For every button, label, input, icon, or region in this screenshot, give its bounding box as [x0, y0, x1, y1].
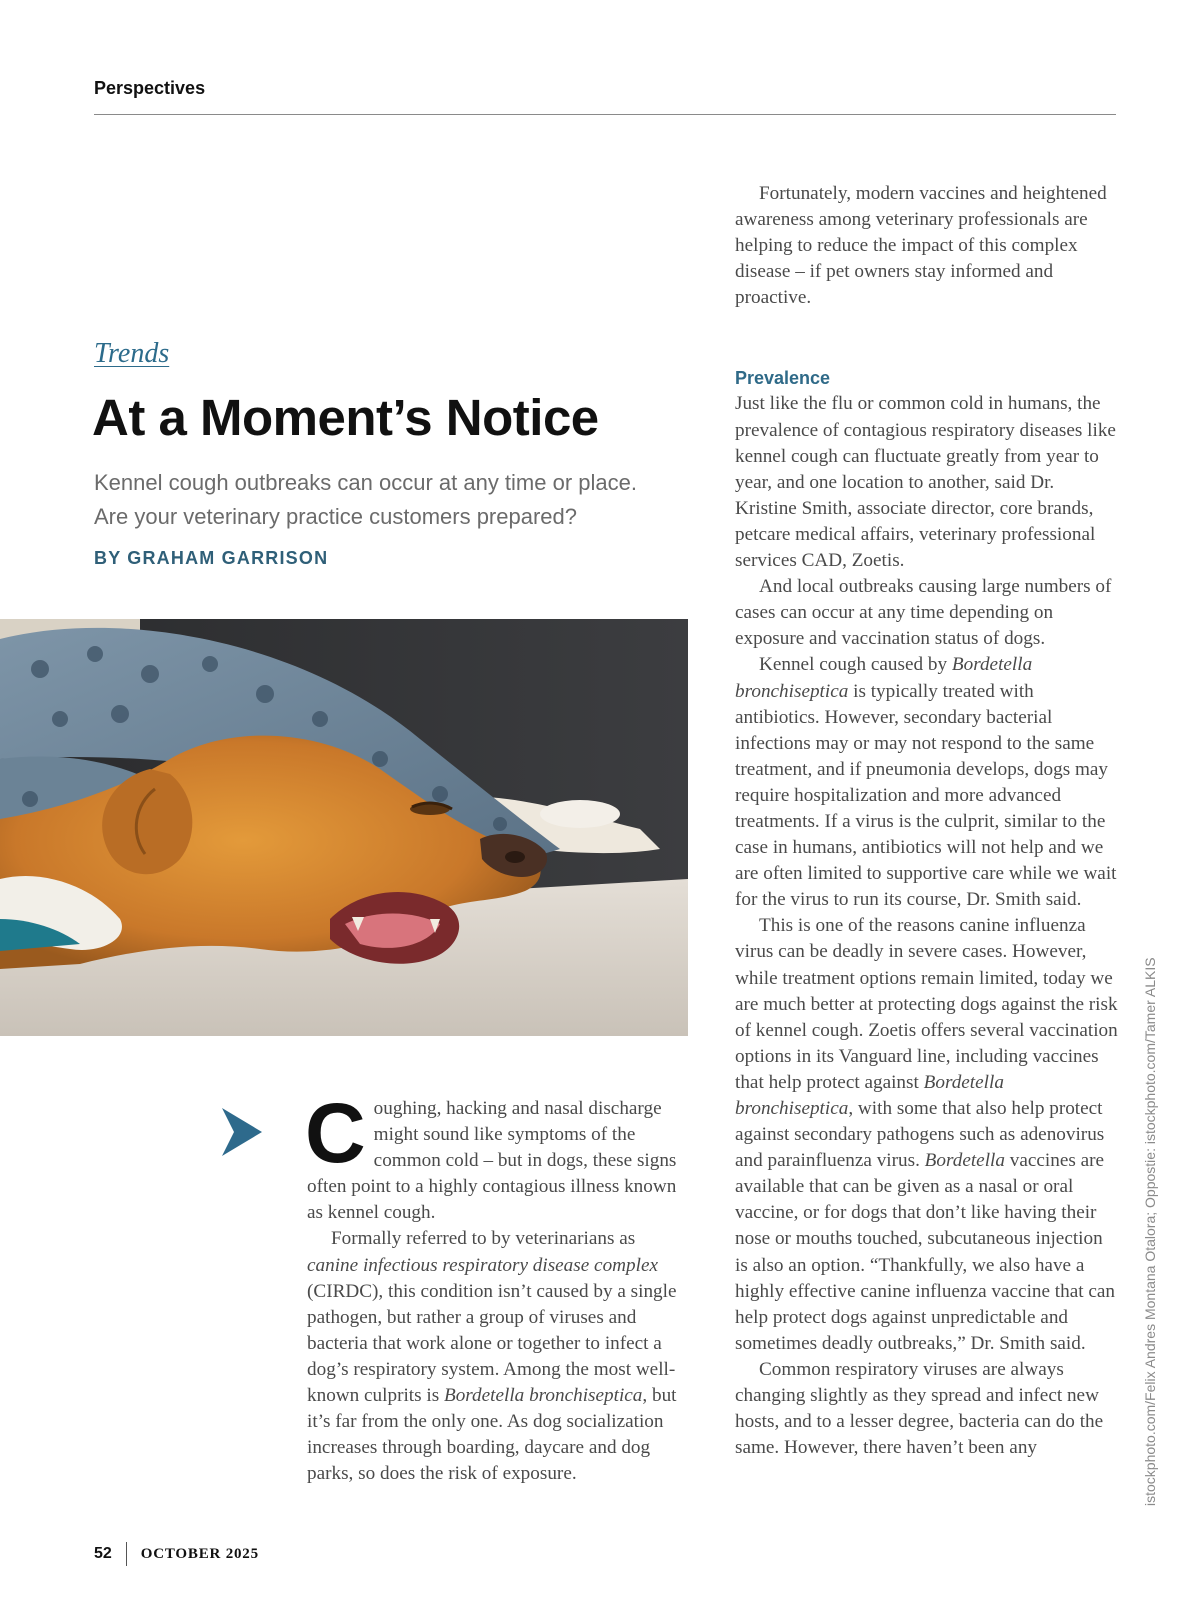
dog-illustration	[0, 619, 688, 1036]
header-rule	[94, 114, 1116, 115]
dek-line-1: Kennel cough outbreaks can occur at any time or place.	[94, 470, 637, 495]
body-paragraph: And local outbreaks causing large numbers of cases can occur at any time depending on exposure and vaccination status of dogs.	[735, 576, 1112, 650]
article-title: At a Moment’s Notice	[92, 389, 599, 446]
photo-credit: istockphoto.com/Felix Andres Montana Otalora; Oppostie: istockphoto.com/Tamer ALKIS	[1142, 957, 1158, 1506]
body-column-1	[305, 1086, 689, 1487]
section-subhead: Prevalence	[735, 368, 831, 389]
body-column-2	[735, 181, 1119, 1461]
dog-photo	[0, 619, 688, 1036]
body-paragraph: Fortunately, modern vaccines and heightened awareness among veterinary professionals are helping to reduce the impact of this complex disease – if pet owners stay informed and proactive.	[735, 183, 1107, 309]
triangle-marker-icon	[222, 1108, 262, 1156]
footer-divider	[126, 1542, 127, 1566]
byline: BY GRAHAM GARRISON	[94, 548, 329, 568]
drop-cap: C	[305, 1086, 366, 1180]
body-paragraph: This is one of the reasons canine influenza virus can be deadly in severe cases. However, while treatment options remain limited, today we are much better at protecting dogs against the risk of kennel cough. Zoetis offers several vaccination options in its Vanguard line, including vaccines that help protect against Bordetella bronchiseptica, with some that also help protect against secondary pathogens such as adenovirus and parainfluenza virus. Bordetella vaccines are available that can be given as a nasal or oral vaccine, or for dogs that don’t like having their nose or mouths touched, subcutaneous injection is also an option. “Thankfully, we also have a highly effective canine influenza vaccine that can help protect dogs against unpredictable and sometimes deadly outbreaks,” Dr. Smith said.	[735, 915, 1118, 1354]
body-paragraph: Formally referred to by veterinarians as canine infectious respiratory disease complex (CIRDC), this condition isn’t caused by a single pathogen, but rather a group of viruses and bacteria that work alone or together to infect a dog’s respiratory system. Among the most well-known culprits is Bordetella bronchiseptica, but it’s far from the only one. As dog socialization increases through boarding, daycare and dog parks, so does the risk of exposure.	[307, 1228, 677, 1485]
dek-line-2: Are your veterinary practice customers prepared?	[94, 504, 577, 529]
issue-date: OCTOBER 2025	[140, 1545, 259, 1562]
body-paragraph: Just like the flu or common cold in humans, the prevalence of contagious respiratory diseases like kennel cough can fluctuate greatly from year to year, and one location to another, said Dr. Kristine Smith, associate director, core brands, petcare medical affairs, veterinary professional services CAD, Zoetis.	[735, 393, 1116, 572]
page-number: 52	[94, 1545, 112, 1562]
body-paragraph: Common respiratory viruses are always changing slightly as they spread and infect new hosts, and to a lesser degree, bacteria can do the same. However, there haven’t been any	[735, 1358, 1104, 1459]
section-label: Perspectives	[94, 78, 206, 98]
page-footer	[94, 1542, 259, 1566]
body-paragraph: Kennel cough caused by Bordetella bronchiseptica is typically treated with antibiotics. However, secondary bacterial infections may or may not respond to the same treatment, and if pneumonia develops, dogs may require hospitalization and more advanced treatments. If a virus is the culprit, similar to the case in humans, antibiotics will not help and we are often limited to supportive care while we wait for the virus to run its course, Dr. Smith said.	[735, 654, 1117, 911]
article-kicker: Trends	[94, 338, 170, 369]
article-dek	[94, 466, 694, 534]
lead-paragraph: Coughing, hacking and nasal discharge might sound like symptoms of the common cold – but in dogs, these signs often point to a highly contagious illness known as kennel cough.	[305, 1086, 677, 1224]
